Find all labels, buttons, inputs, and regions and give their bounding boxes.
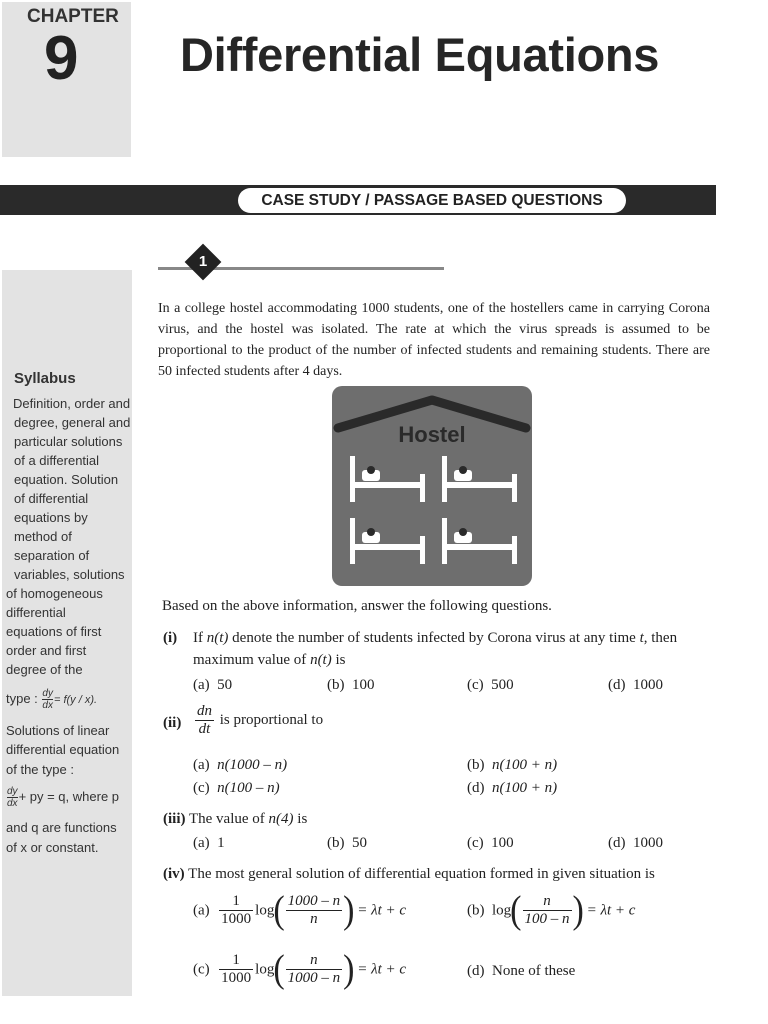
syllabus-line: degree, general and (14, 415, 131, 430)
log-argument-fraction: $\frac{n}{100 - n}$ (524, 893, 570, 927)
question-ii-number: (ii) (163, 715, 182, 731)
chapter-number: 9 (44, 24, 79, 93)
syllabus-line: equation. Solution (14, 472, 119, 487)
syllabus-line: differential equation (6, 742, 120, 757)
syllabus-line: method of (14, 529, 72, 544)
option-iv-c: (c) $\frac{1}{1000}$ log( $\frac{n}{1000 - n}$ ) = λt + c (193, 947, 407, 991)
syllabus-line: of x or constant. (6, 840, 99, 855)
option-i-d: (d) 1000 (608, 677, 663, 693)
syllabus-linear-type: $\frac{dy}{dx}$ + py = q, where p (7, 786, 120, 809)
option-iv-b: (b) log( $\frac{n}{100 - n}$ ) = λt + c (467, 888, 636, 932)
coefficient-fraction: $\frac{1}{1000}$ (221, 893, 252, 927)
question-i-number: (i) (163, 630, 178, 646)
option-i-c: (c) 500 (467, 677, 514, 693)
option-iii-d: (d) 1000 (608, 835, 663, 851)
option-iv-a: (a) $\frac{1}{1000}$ log( $\frac{1000 - n}{n}$ ) = λt + c (193, 888, 407, 932)
question-ii-text: $\frac{dn}{dt}$ is proportional to (197, 703, 324, 737)
log-argument-fraction: $\frac{n}{1000 - n}$ (287, 952, 341, 986)
option-ii-b: (b) n(100 + n) (467, 757, 558, 773)
dy-dx-fraction: $\frac{dy}{dx}$ (7, 786, 18, 809)
syllabus-line: order and first (6, 643, 87, 658)
syllabus-line: of the type : (6, 762, 74, 777)
questions-intro: Based on the above information, answer the following questions. (162, 598, 552, 614)
option-ii-d: (d) n(100 + n) (467, 780, 558, 796)
syllabus-line: variables, solutions (14, 567, 125, 582)
option-i-a: (a) 50 (193, 677, 233, 693)
syllabus-line: Definition, order and (13, 396, 131, 411)
option-iii-c: (c) 100 (467, 835, 514, 851)
dn-dt-fraction: $\frac{dn}{dt}$ (197, 703, 212, 737)
syllabus-line: degree of the (6, 662, 83, 677)
chapter-label: CHAPTER (27, 6, 119, 27)
question-number: 1 (198, 253, 208, 270)
syllabus-line: Solutions of linear (6, 723, 110, 738)
log-argument-fraction: $\frac{1000 - n}{n}$ (287, 893, 341, 927)
question-iv-text: (iv) The most general solution of differential equation formed in given situation is (163, 866, 655, 882)
option-i-b: (b) 100 (327, 677, 375, 693)
question-i-text: If n(t) denote the number of students infected by Corona virus at any time t, then (193, 630, 678, 646)
option-ii-a: (a) n(1000 – n) (193, 757, 288, 773)
dy-dx-fraction: $\frac{dy}{dx}$ (42, 688, 53, 711)
syllabus-line: particular solutions (14, 434, 123, 449)
syllabus-title: Syllabus (14, 370, 76, 387)
coefficient-fraction: $\frac{1}{1000}$ (221, 952, 252, 986)
section-banner-title: CASE STUDY / PASSAGE BASED QUESTIONS (238, 188, 626, 213)
hostel-label: Hostel (398, 422, 466, 447)
question-i-text-line2: maximum value of n(t) is (193, 652, 346, 668)
hostel-illustration (332, 386, 532, 586)
chapter-title: Differential Equations (180, 28, 660, 81)
option-iii-a: (a) 1 (193, 835, 225, 851)
question-iii-text: (iii) The value of n(4) is (163, 811, 308, 827)
passage-text: In a college hostel accommodating 1000 students, one of the hostellers came in carrying Corona virus, and the hostel was isolated. The rate at which the virus spreads is assumed to be proportional to the product of the number of infected students and remaining students. There are 50 infected students after 4 days. (158, 301, 710, 379)
syllabus-line: separation of (14, 548, 90, 563)
syllabus-line: of a differential (14, 453, 100, 468)
syllabus-line: equations of first (6, 624, 102, 639)
option-iii-b: (b) 50 (327, 835, 367, 851)
option-ii-c: (c) n(100 – n) (193, 780, 280, 796)
syllabus-line: differential (6, 605, 66, 620)
syllabus-line: of homogeneous (6, 586, 103, 601)
option-iv-d: (d) None of these (467, 963, 576, 979)
syllabus-homogeneous-type: type : $\frac{dy}{dx}$ = f(y / x). (6, 688, 98, 711)
syllabus-line: of differential (14, 491, 89, 506)
syllabus-line: and q are functions (6, 820, 117, 835)
syllabus-line: equations by (14, 510, 88, 525)
hostel-building-icon (332, 386, 532, 586)
